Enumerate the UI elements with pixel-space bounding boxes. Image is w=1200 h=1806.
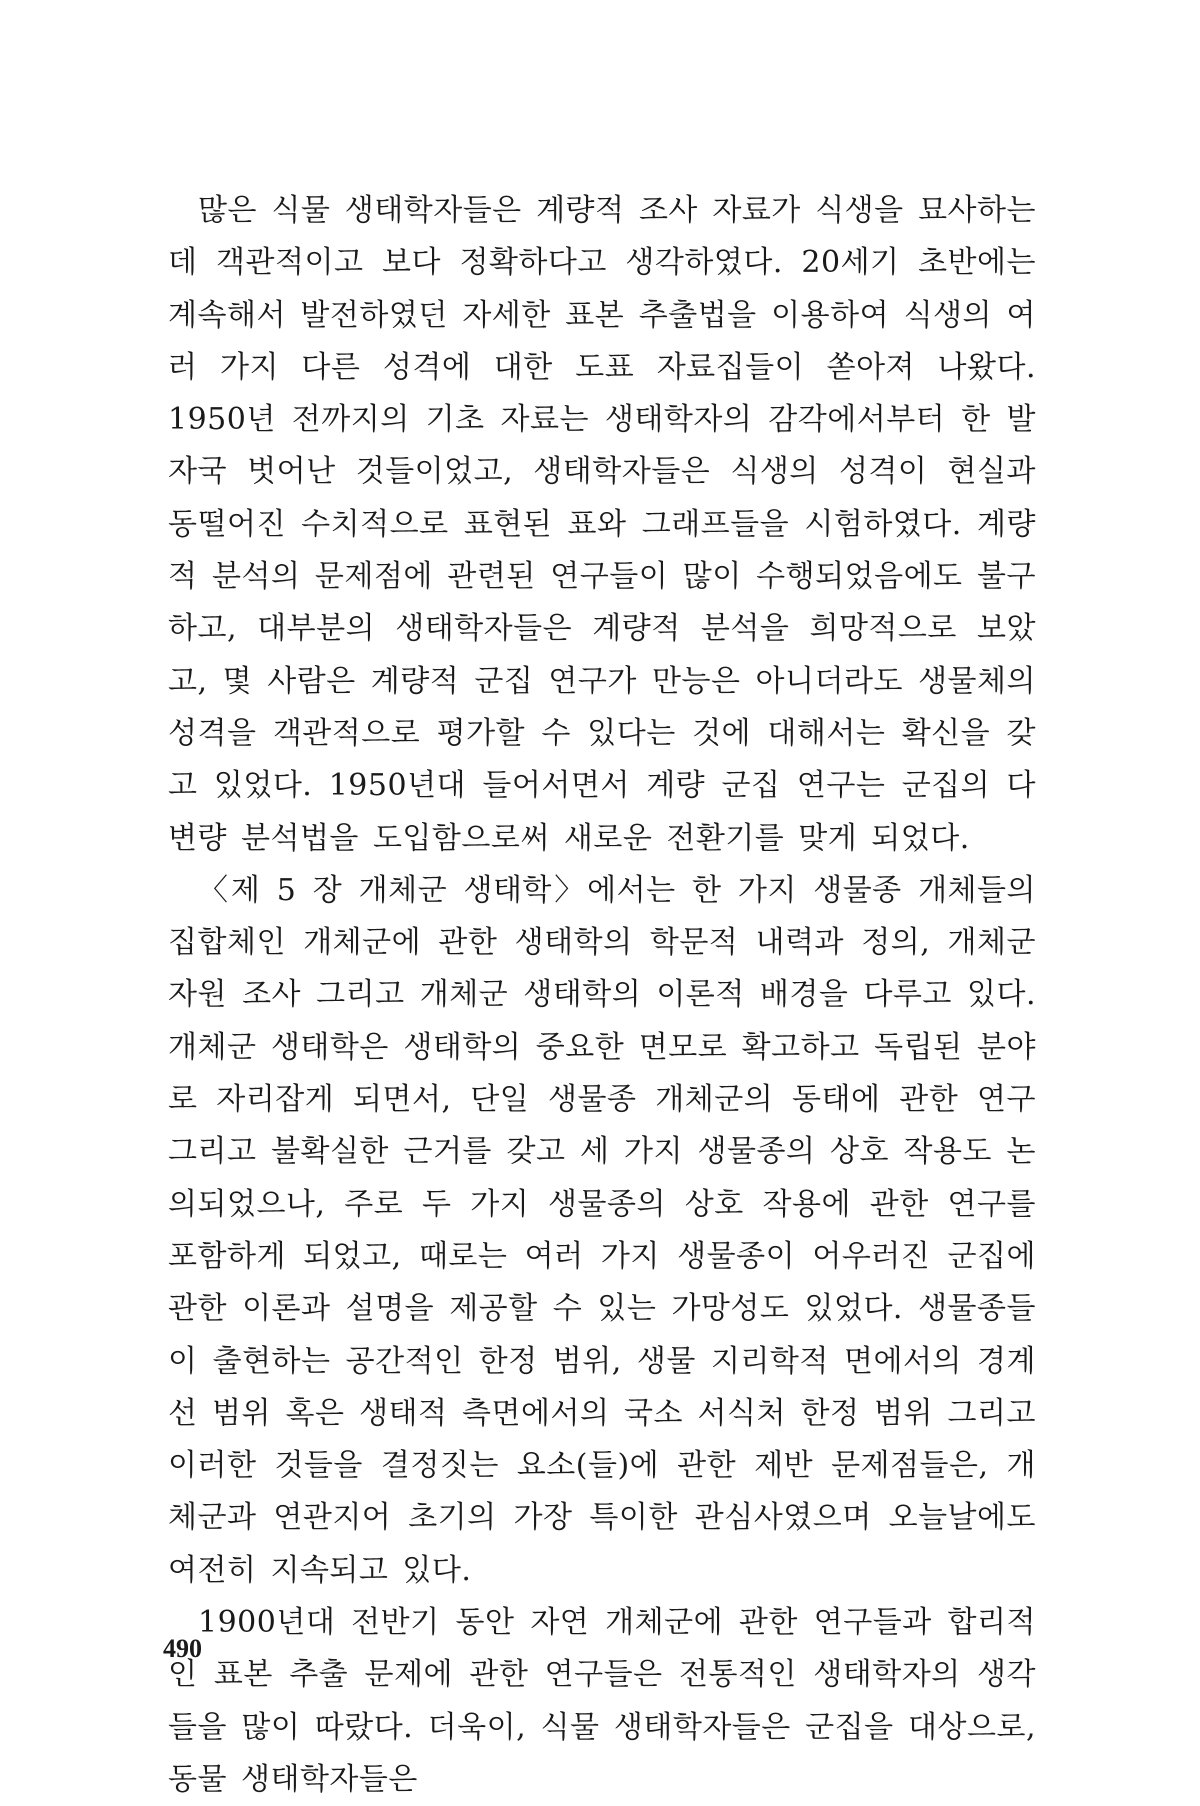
page-number: 490 (163, 1634, 202, 1663)
body-text (168, 185, 1036, 1806)
paragraph-early-1900s-population-studies: 1900년대 전반기 동안 자연 개체군에 관한 연구들과 합리적인 표본 추출 문제에 관한 연구들은 전통적인 생태학자의 생각들을 많이 따랐다. 더욱이, 식물 생태학자들은 군집을 대상으로, 동물 생태학자들은 (168, 1605, 1036, 1797)
paragraph-population-ecology-chapter: 〈제 5 장 개체군 생태학〉에서는 한 가지 생물종 개체들의 집합체인 개체군에 관한 생태학의 학문적 내력과 정의, 개체군 자원 조사 그리고 개체군 생태학의 이론적 배경을 다루고 있다. 개체군 생태학은 생태학의 중요한 면모로 확고하고 독립된 분야로 자리잡게 되면서, 단일 생물종 개체군의 동태에 관한 연구 그리고 불확실한 근거를 갖고 세 가지 생물종의 상호 작용도 논의되었으나, 주로 두 가지 생물종의 상호 작용에 관한 연구를 포함하게 되었고, 때로는 여러 가지 생물종이 어우러진 군집에 관한 이론과 설명을 제공할 수 있는 가망성도 있었다. 생물종들이 출현하는 공간적인 한정 범위, 생물 지리학적 면에서의 경계선 범위 혹은 생태적 측면에서의 국소 서식처 한정 범위 그리고 이러한 것들을 결정짓는 요소(들)에 관한 제반 문제점들은, 개체군과 연관지어 초기의 가장 특이한 관심사였으며 오늘날에도 여전히 지속되고 있다. (168, 872, 1036, 1588)
paragraph-quantitative-community-studies: 많은 식물 생태학자들은 계량적 조사 자료가 식생을 묘사하는 데 객관적이고 보다 정확하다고 생각하였다. 20세기 초반에는 계속해서 발전하였던 자세한 표본 추출법을 이용하여 식생의 여러 가지 다른 성격에 대한 도표 자료집들이 쏟아져 나왔다. 1950년 전까지의 기초 자료는 생태학자의 감각에서부터 한 발자국 벗어난 것들이었고, 생태학자들은 식생의 성격이 현실과 동떨어진 수치적으로 표현된 표와 그래프들을 시험하였다. 계량적 분석의 문제점에 관련된 연구들이 많이 수행되었음에도 불구하고, 대부분의 생태학자들은 계량적 분석을 희망적으로 보았고, 몇 사람은 계량적 군집 연구가 만능은 아니더라도 생물체의 성격을 객관적으로 평가할 수 있다는 것에 대해서는 확신을 갖고 있었다. 1950년대 들어서면서 계량 군집 연구는 군집의 다변량 분석법을 도입함으로써 새로운 전환기를 맞게 되었다. (168, 193, 1036, 856)
